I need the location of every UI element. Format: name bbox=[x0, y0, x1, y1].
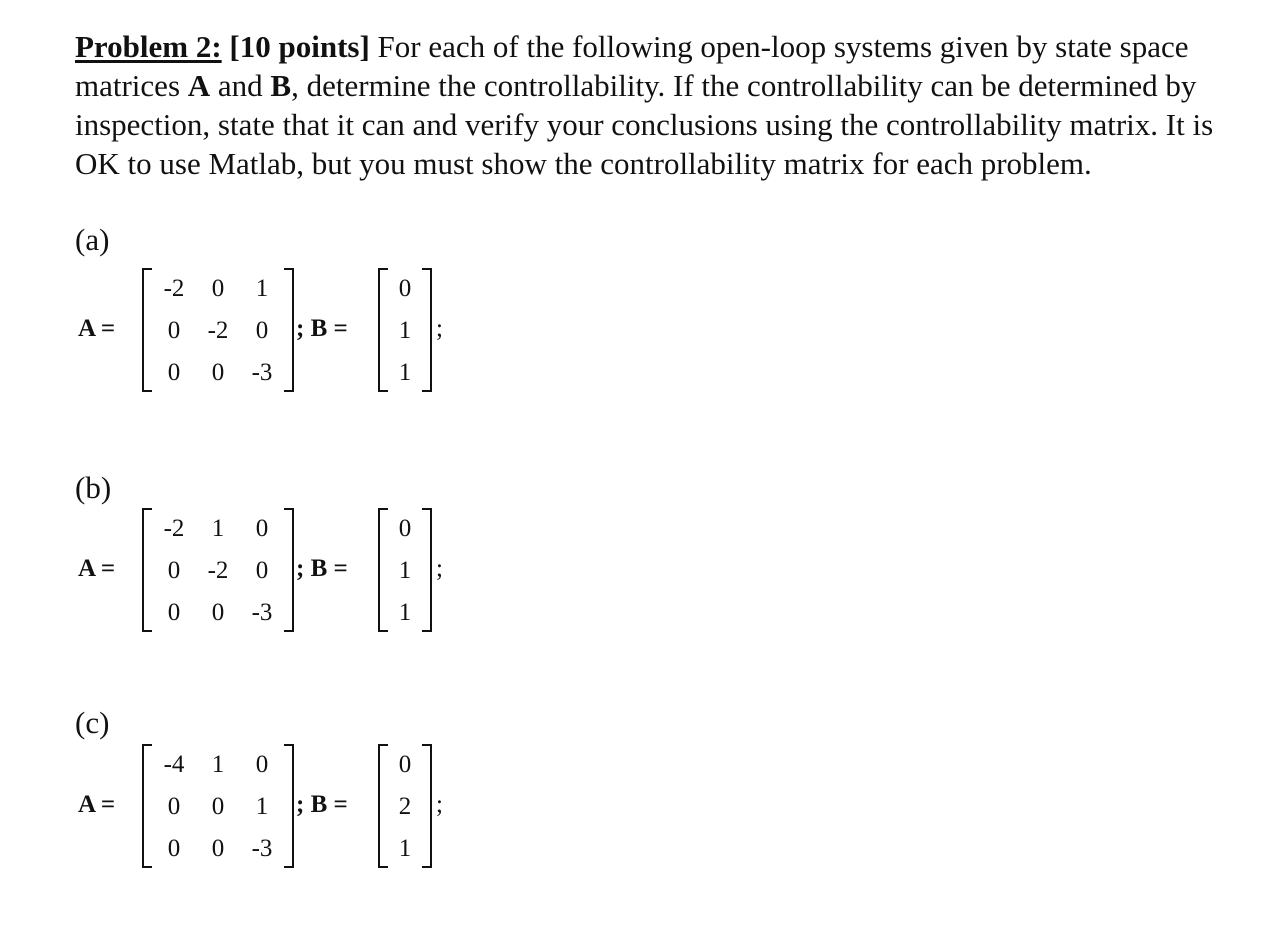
matrix-b bbox=[378, 744, 432, 872]
part-a-label: (a) bbox=[75, 222, 110, 257]
matrix-cell: -3 bbox=[251, 835, 273, 862]
matrix-cell: -2 bbox=[163, 515, 185, 542]
matrix-cell: -2 bbox=[163, 275, 185, 302]
matrix-cell: 0 bbox=[167, 359, 181, 386]
matrix-cell: -4 bbox=[163, 751, 185, 778]
part-b-label: (b) bbox=[75, 470, 112, 505]
matrix-cell: 1 bbox=[398, 835, 412, 862]
matrix-cell: 1 bbox=[211, 515, 225, 542]
matrix-cell: 1 bbox=[211, 751, 225, 778]
matrix-cell: -2 bbox=[207, 557, 229, 584]
matrix-cell: 0 bbox=[211, 599, 225, 626]
problem-title: Problem 2: bbox=[75, 29, 222, 64]
matrix-cell: 0 bbox=[167, 317, 181, 344]
matrix-b-symbol: B bbox=[270, 68, 292, 103]
matrix-cell: 0 bbox=[211, 275, 225, 302]
matrix-b bbox=[378, 268, 432, 396]
part-c-label: (c) bbox=[75, 705, 110, 740]
matrix-cell: 0 bbox=[398, 275, 412, 302]
matrix-cell: 0 bbox=[211, 359, 225, 386]
matrix-cell: 2 bbox=[398, 793, 412, 820]
matrix-cell: 1 bbox=[398, 557, 412, 584]
left-bracket bbox=[142, 508, 152, 632]
matrix-cell: 0 bbox=[255, 751, 269, 778]
problem-and: and bbox=[210, 68, 271, 103]
matrix-cell: 1 bbox=[255, 793, 269, 820]
right-bracket bbox=[284, 508, 294, 632]
matrix-cell: 0 bbox=[211, 793, 225, 820]
semicolon: ; bbox=[436, 315, 443, 342]
matrix-cell: 1 bbox=[398, 599, 412, 626]
left-bracket bbox=[142, 268, 152, 392]
matrix-cell: 1 bbox=[255, 275, 269, 302]
b-equals-label: ; B = bbox=[296, 315, 348, 342]
matrix-cell: 0 bbox=[167, 835, 181, 862]
matrix-b bbox=[378, 508, 432, 636]
right-bracket bbox=[284, 744, 294, 868]
matrix-cell: 1 bbox=[398, 359, 412, 386]
left-bracket bbox=[142, 744, 152, 868]
semicolon: ; bbox=[436, 555, 443, 582]
matrix-a-symbol: A bbox=[187, 68, 211, 103]
matrix-cell: 0 bbox=[255, 557, 269, 584]
matrix-cell: 1 bbox=[398, 317, 412, 344]
matrix-cell: 0 bbox=[255, 515, 269, 542]
matrix-a bbox=[142, 744, 294, 872]
problem-text-1: For each of the following open-loop systems given by state space matrices bbox=[75, 29, 1189, 103]
a-equals-label: A = bbox=[78, 315, 116, 342]
matrix-a bbox=[142, 268, 294, 396]
matrix-cell: 0 bbox=[167, 599, 181, 626]
matrix-cell: 0 bbox=[167, 793, 181, 820]
matrix-cell: -3 bbox=[251, 359, 273, 386]
b-equals-label: ; B = bbox=[296, 555, 348, 582]
problem-statement bbox=[75, 27, 1235, 183]
matrix-cell: 0 bbox=[398, 515, 412, 542]
b-equals-label: ; B = bbox=[296, 791, 348, 818]
matrix-cell: 0 bbox=[211, 835, 225, 862]
matrix-cell: -2 bbox=[207, 317, 229, 344]
matrix-cell: 0 bbox=[398, 751, 412, 778]
a-equals-label: A = bbox=[78, 555, 116, 582]
right-bracket bbox=[284, 268, 294, 392]
semicolon: ; bbox=[436, 791, 443, 818]
problem-text-2: , determine the controllability. If the controllability can be determined by inspection, state that it can and verify your conclusions using the controllability matrix. It is OK to use Matlab, but you must show the controllability matrix for each problem. bbox=[75, 68, 1214, 181]
matrix-cell: -3 bbox=[251, 599, 273, 626]
problem-points: [10 points] bbox=[229, 29, 370, 64]
a-equals-label: A = bbox=[78, 791, 116, 818]
matrix-cell: 0 bbox=[167, 557, 181, 584]
matrix-cell: 0 bbox=[255, 317, 269, 344]
matrix-a bbox=[142, 508, 294, 636]
